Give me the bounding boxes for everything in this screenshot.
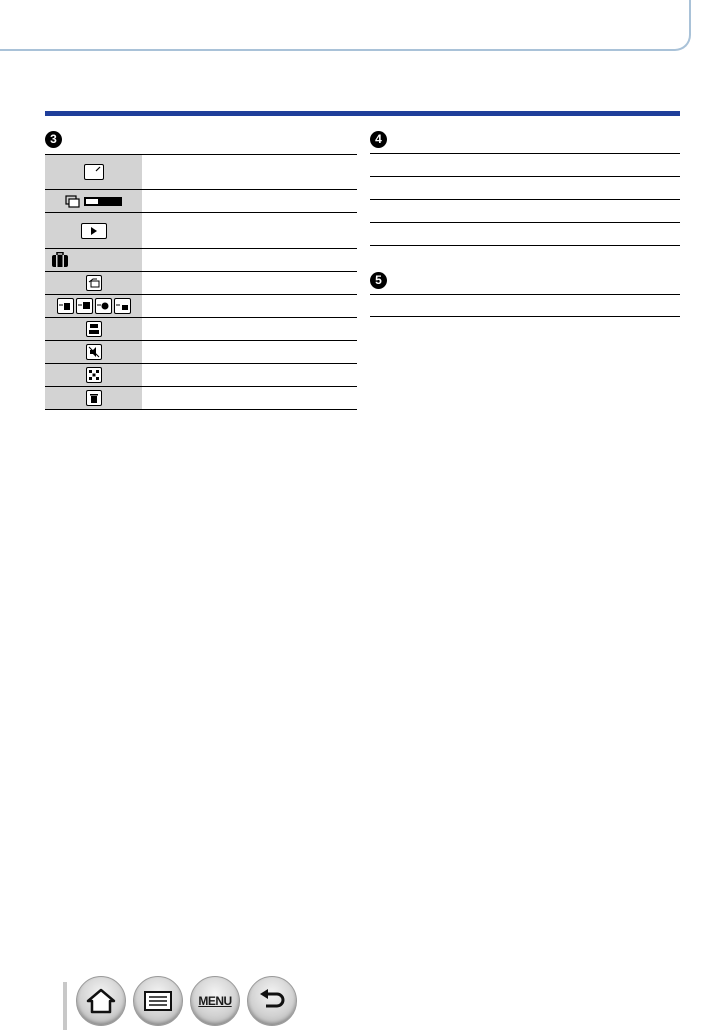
menu-label: MENU — [198, 994, 232, 1008]
home-button[interactable] — [76, 976, 126, 1026]
send-to-cloud-icon — [95, 298, 112, 314]
travel-suitcase-icon — [51, 252, 69, 268]
mute-icon — [86, 344, 102, 360]
back-arrow-icon — [257, 988, 287, 1014]
send-to-printer-icon — [114, 298, 131, 314]
section-4-lines — [370, 153, 680, 246]
list-icon — [143, 990, 173, 1012]
home-icon — [86, 987, 116, 1015]
touch-tab-icon — [84, 164, 104, 180]
section-divider — [45, 111, 680, 116]
table-row — [45, 213, 357, 249]
contents-button[interactable] — [133, 976, 183, 1026]
send-to-devices-icons — [45, 295, 142, 317]
table-row — [45, 249, 357, 272]
nav-side-bar — [63, 982, 67, 1030]
section-3-number: 3 — [45, 131, 62, 148]
list-item — [370, 153, 680, 176]
table-row — [45, 154, 357, 190]
page-header-frame — [0, 0, 691, 51]
grid-icon — [86, 367, 102, 383]
section-4-number: 4 — [370, 131, 387, 148]
list-item — [370, 199, 680, 222]
send-to-smartphone-icon — [57, 298, 74, 314]
table-row — [45, 341, 357, 364]
table-row — [45, 190, 357, 213]
list-item — [370, 222, 680, 245]
upload-icon — [86, 275, 102, 291]
table-row — [45, 387, 357, 410]
list-item — [370, 294, 680, 316]
subtitle-icon — [86, 321, 102, 337]
list-item — [370, 176, 680, 199]
section-3-table — [45, 154, 357, 410]
list-item — [370, 245, 680, 246]
table-row — [45, 318, 357, 341]
back-button[interactable] — [247, 976, 297, 1026]
burst-slider-icon — [84, 197, 122, 206]
section-5-number: 5 — [370, 272, 387, 289]
section-5-lines — [370, 294, 680, 317]
table-row — [45, 295, 357, 318]
list-item — [370, 316, 680, 317]
send-to-pc-icon — [76, 298, 93, 314]
table-row — [45, 272, 357, 295]
menu-button[interactable] — [190, 976, 240, 1026]
table-row — [45, 364, 357, 387]
burst-icon — [65, 195, 81, 208]
delete-icon — [86, 390, 102, 406]
play-icon — [81, 223, 107, 239]
